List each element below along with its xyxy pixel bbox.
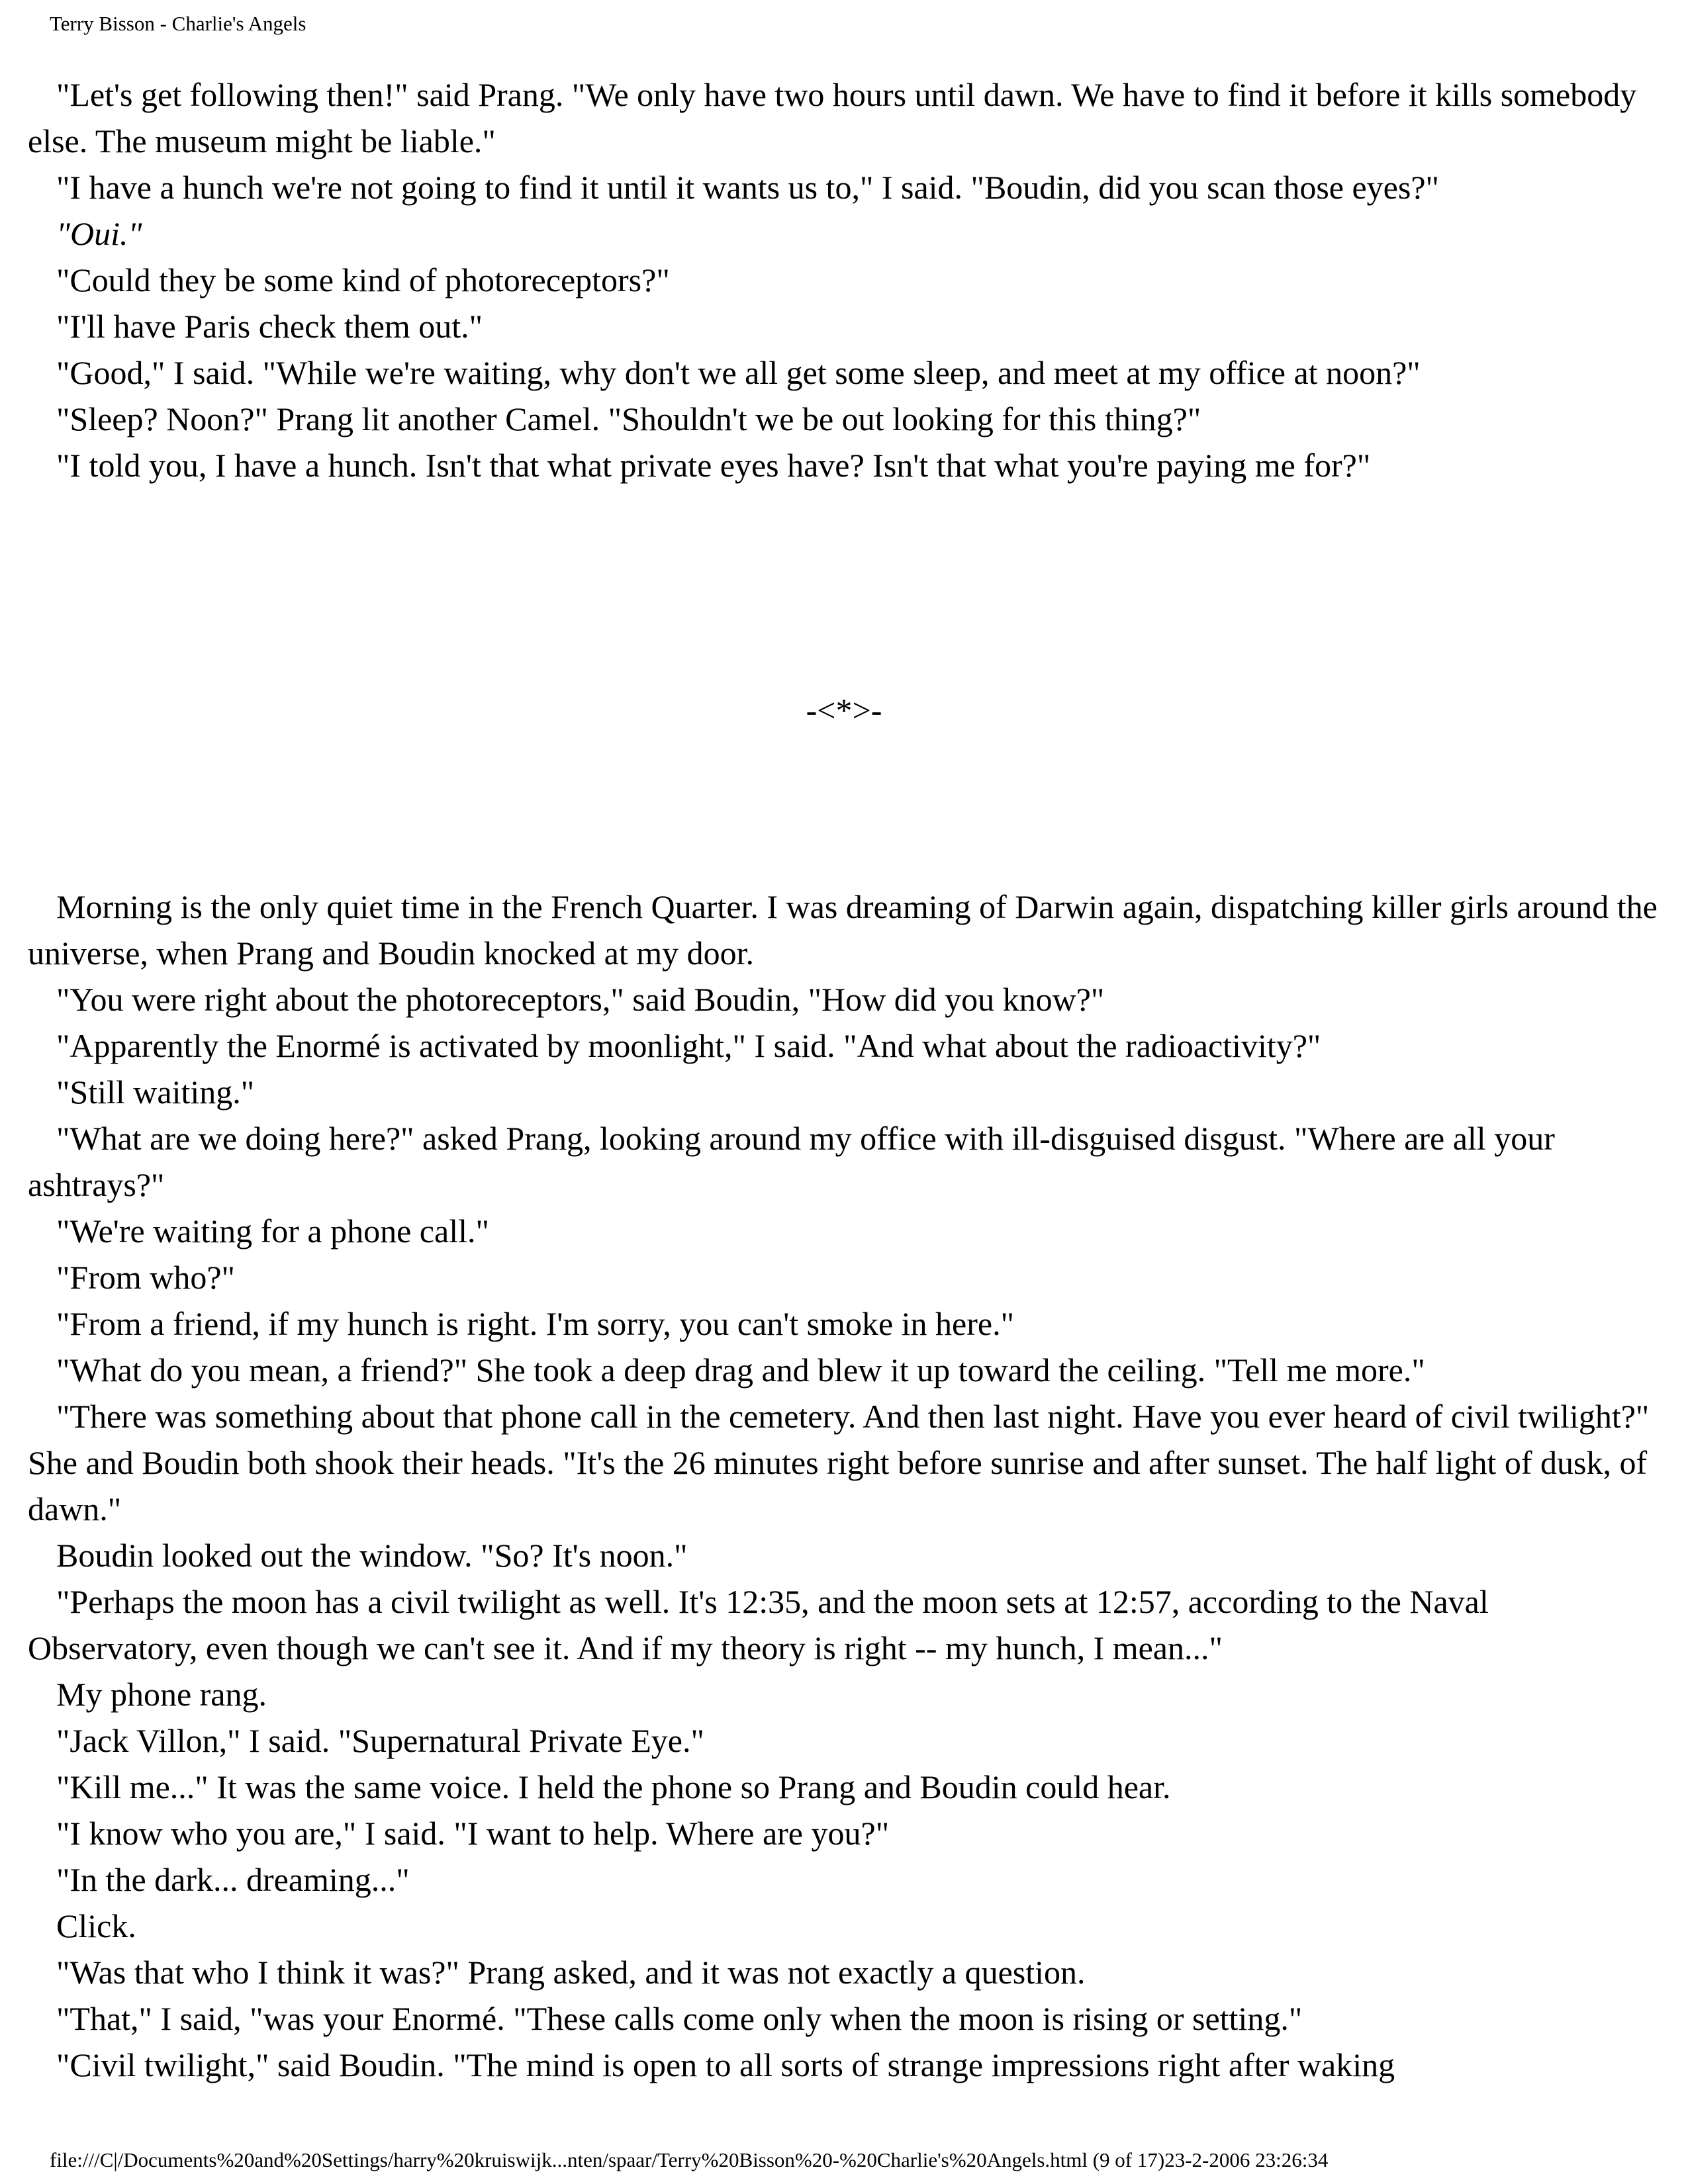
paragraph: "Kill me..." It was the same voice. I held the phone so Prang and Boudin could hear. — [56, 1768, 1171, 1805]
paragraph: "What are we doing here?" asked Prang, looking around my office with ill-disguised disgust. "Where are all your ashtrays?" — [28, 1120, 1555, 1203]
paragraph: "Could they be some kind of photoreceptors?" — [56, 261, 670, 298]
story-section-1 — [28, 71, 1663, 488]
paragraph: "Still waiting." — [56, 1073, 255, 1111]
paragraph: "I'll have Paris check them out." — [56, 308, 483, 345]
paragraph: "From who?" — [56, 1259, 235, 1296]
paragraph: Click. — [56, 1907, 136, 1944]
footer-file-path: file:///C|/Documents%20and%20Settings/harry%20kruiswijk...nten/spaar/Terry%20Bisson%20-%20Charlie's%20Angels.html (9 of 17)23-2-2006 23:26:34 — [50, 2148, 1329, 2171]
story-section-2 — [28, 884, 1663, 2088]
paragraph: "That," I said, "was your Enormé. "These calls come only when the moon is rising or setting." — [56, 2000, 1303, 2037]
paragraph: "From a friend, if my hunch is right. I'm sorry, you can't smoke in here." — [56, 1305, 1014, 1342]
paragraph: "You were right about the photoreceptors," said Boudin, "How did you know?" — [56, 981, 1105, 1018]
running-header-title: Terry Bisson - Charlie's Angels — [50, 12, 306, 35]
paragraph — [28, 210, 1663, 257]
italic-dialogue: "Oui." — [56, 215, 142, 252]
paragraph: "Sleep? Noon?" Prang lit another Camel. "Shouldn't we be out looking for this thing?" — [56, 400, 1201, 437]
paragraph: Boudin looked out the window. "So? It's noon." — [56, 1537, 688, 1574]
paragraph: "Civil twilight," said Boudin. "The mind is open to all sorts of strange impressions right after waking — [56, 2046, 1395, 2083]
paragraph: "I told you, I have a hunch. Isn't that what private eyes have? Isn't that what you're paying me for?" — [56, 447, 1371, 484]
paragraph: "Perhaps the moon has a civil twilight as well. It's 12:35, and the moon sets at 12:57, according to the Naval Observatory, even though we can't see it. And if my theory is right -- my hunch, I mean..." — [28, 1583, 1489, 1666]
paragraph: "Was that who I think it was?" Prang asked, and it was not exactly a question. — [56, 1954, 1086, 1991]
paragraph: "I know who you are," I said. "I want to help. Where are you?" — [56, 1815, 890, 1852]
paragraph: Morning is the only quiet time in the French Quarter. I was dreaming of Darwin again, dispatching killer girls around the universe, when Prang and Boudin knocked at my door. — [28, 888, 1658, 972]
paragraph: "What do you mean, a friend?" She took a deep drag and blew it up toward the ceiling. "Tell me more." — [56, 1351, 1425, 1388]
paragraph: My phone rang. — [56, 1676, 267, 1713]
paragraph: "Let's get following then!" said Prang. "We only have two hours until dawn. We have to find it before it kills somebody else. The museum might be liable." — [28, 76, 1637, 159]
scene-separator: -<*>- — [806, 692, 882, 729]
paragraph: "We're waiting for a phone call." — [56, 1212, 489, 1250]
paragraph: "There was something about that phone call in the cemetery. And then last night. Have you ever heard of civil twilight?" She and Boudin both shook their heads. "It's the 26 minutes right before sunrise and after sunset. The half light of dusk, of dawn." — [28, 1398, 1650, 1527]
paragraph: "I have a hunch we're not going to find it until it wants us to," I said. "Boudin, did you scan those eyes?" — [56, 169, 1439, 206]
paragraph: "Apparently the Enormé is activated by moonlight," I said. "And what about the radioactivity?" — [56, 1027, 1321, 1064]
paragraph: "Jack Villon," I said. "Supernatural Private Eye." — [56, 1722, 704, 1759]
paragraph: "In the dark... dreaming..." — [56, 1861, 410, 1898]
paragraph: "Good," I said. "While we're waiting, why don't we all get some sleep, and meet at my office at noon?" — [56, 354, 1421, 391]
